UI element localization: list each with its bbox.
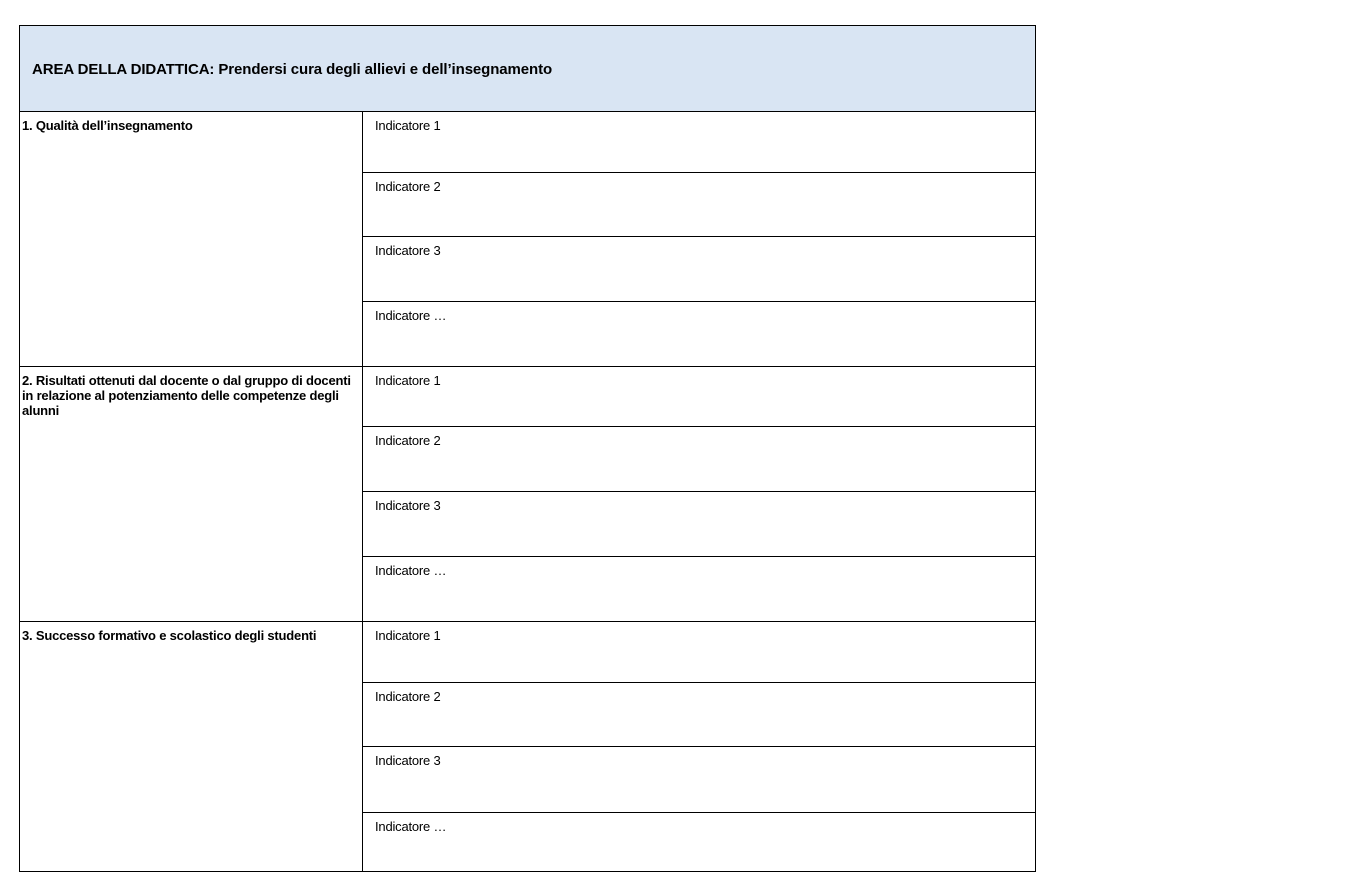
- section-quality: [20, 112, 1035, 367]
- indicator-cell: Indicatore …: [375, 308, 447, 323]
- section-label: 3. Successo formativo e scolastico degli studenti: [20, 622, 363, 871]
- evaluation-table: [19, 25, 1036, 872]
- indicator-cell: Indicatore 1: [363, 367, 1035, 427]
- table-header: [20, 26, 1035, 112]
- indicator-cell: Indicatore 3: [363, 747, 1035, 813]
- indicator-cell: Indicatore 2: [363, 173, 1035, 237]
- section-results: [20, 367, 1035, 622]
- indicator-cell: Indicatore 3: [363, 237, 1035, 302]
- indicator-cell: Indicatore 3: [363, 492, 1035, 557]
- indicator-cell: Indicatore …: [375, 819, 447, 834]
- indicator-cell: Indicatore 2: [363, 683, 1035, 747]
- indicator-cell: Indicatore 1: [363, 112, 1035, 173]
- indicator-cell: Indicatore …: [375, 563, 447, 578]
- section-label: 2. Risultati ottenuti dal docente o dal gruppo di docenti in relazione al potenziamento delle competenze degli alunni: [20, 367, 363, 621]
- table-title: AREA DELLA DIDATTICA: Prendersi cura degli allievi e dell’insegnamento: [32, 61, 553, 78]
- indicator-cell: Indicatore 1: [363, 622, 1035, 683]
- section-label: 1. Qualità dell’insegnamento: [20, 112, 363, 366]
- section-success: [20, 622, 1035, 871]
- indicator-cell: Indicatore 2: [363, 427, 1035, 492]
